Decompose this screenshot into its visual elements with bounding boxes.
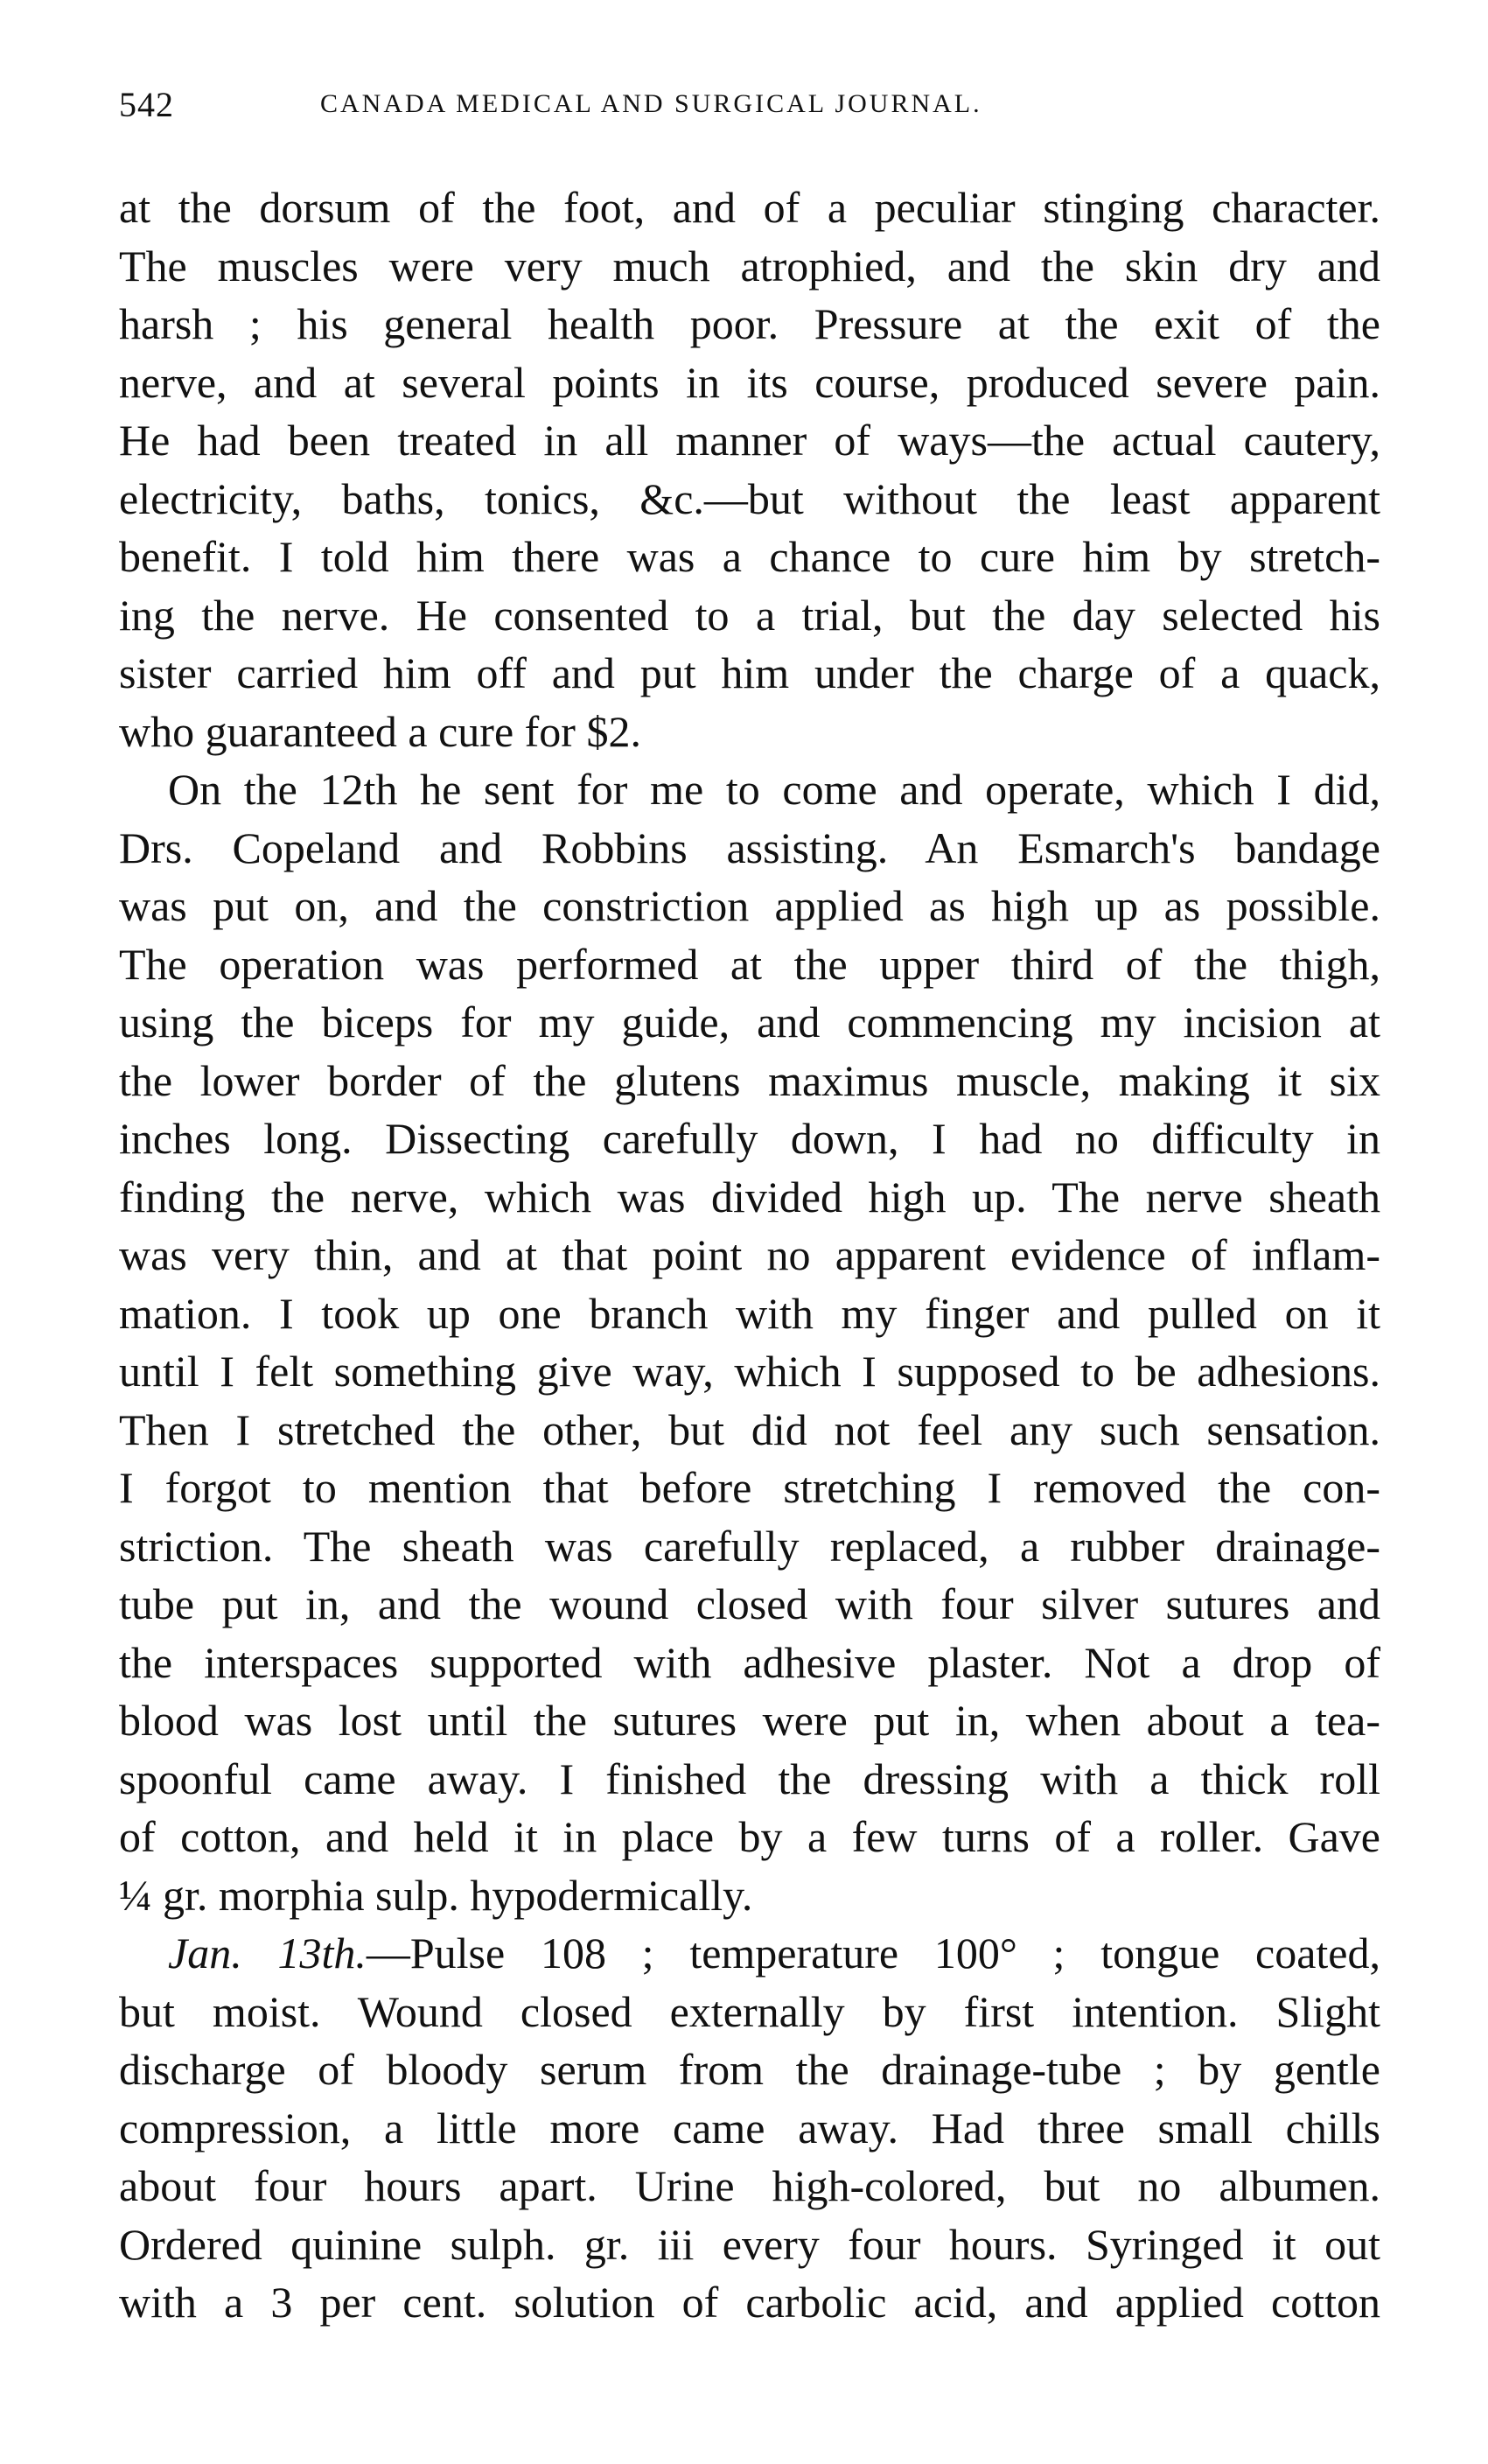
text-line: the lower border of the glutens maximus muscle, making it six: [119, 1055, 1380, 1105]
text-line: He had been treated in all manner of ways—the actual cautery,: [119, 416, 1380, 465]
text-line: compression, a little more came away. Had three small chills: [119, 2103, 1380, 2152]
text-line: benefit. I told him there was a chance to cure him by stretch-: [119, 532, 1380, 581]
text-line: spoonful came away. I finished the dressing with a thick roll: [119, 1754, 1380, 1803]
text-line: electricity, baths, tonics, &c.—but without the least apparent: [119, 473, 1380, 523]
text-line: discharge of bloody serum from the drainage-tube ; by gentle: [119, 2045, 1380, 2094]
text-line: was very thin, and at that point no apparent evidence of inflam-: [119, 1230, 1380, 1279]
running-head: [119, 84, 1380, 136]
text-line: The operation was performed at the upper third of the thigh,: [119, 939, 1380, 989]
text-line: Ordered quinine sulph. gr. iii every four hours. Syringed it out: [119, 2219, 1380, 2269]
text-line: ing the nerve. He consented to a trial, but the day selected his: [119, 590, 1380, 640]
dated-entry-text: —Pulse 108 ; temperature 100° ; tongue coated,: [366, 1928, 1380, 1978]
dateline: Jan. 13th.: [168, 1928, 367, 1978]
journal-title: CANADA MEDICAL AND SURGICAL JOURNAL.: [320, 89, 982, 118]
text-line: mation. I took up one branch with my finger and pulled on it: [119, 1288, 1380, 1338]
document-page: [119, 84, 1380, 2332]
text-line: I forgot to mention that before stretching I removed the con-: [119, 1463, 1380, 1512]
text-line: Then I stretched the other, but did not feel any such sensation.: [119, 1404, 1380, 1454]
page-number: 542: [119, 85, 174, 124]
text-line-dated: [119, 1924, 1380, 1983]
text-line: who guaranteed a cure for $2.: [119, 706, 641, 756]
text-line: The muscles were very much atrophied, and the skin dry and: [119, 241, 1380, 290]
text-line: until I felt something give way, which I supposed to be adhesions.: [119, 1347, 1380, 1396]
text-line: sister carried him off and put him under the charge of a quack,: [119, 648, 1380, 697]
text-line: using the biceps for my guide, and commencing my incision at: [119, 998, 1380, 1046]
text-line: Drs. Copeland and Robbins assisting. An Esmarch's bandage: [119, 822, 1380, 872]
text-line: inches long. Dissecting carefully down, I had no difficulty in: [119, 1114, 1380, 1163]
text-line: about four hours apart. Urine high-colored, but no albumen.: [119, 2161, 1380, 2210]
text-line: the interspaces supported with adhesive plaster. Not a drop of: [119, 1637, 1380, 1687]
text-line: harsh ; his general health poor. Pressure at the exit of the: [119, 299, 1380, 348]
text-line: was put on, and the constriction applied as high up as possible.: [119, 881, 1380, 930]
text-line: finding the nerve, which was divided high up. The nerve sheath: [119, 1172, 1380, 1222]
text-line: On the 12th he sent for me to come and operate, which I did,: [168, 765, 1380, 814]
text-line: at the dorsum of the foot, and of a peculiar stinging character.: [119, 183, 1380, 232]
text-line: ¼ gr. morphia sulp. hypodermically.: [119, 1870, 753, 1920]
text-line: but moist. Wound closed externally by first intention. Slight: [119, 1986, 1380, 2036]
text-line: nerve, and at several points in its course, produced severe pain.: [119, 357, 1380, 407]
body-text: [119, 178, 1380, 2332]
text-line: of cotton, and held it in place by a few turns of a roller. Gave: [119, 1812, 1380, 1861]
text-line: with a 3 per cent. solution of carbolic acid, and applied cotton: [119, 2278, 1380, 2327]
text-line: striction. The sheath was carefully replaced, a rubber drainage-: [119, 1521, 1380, 1571]
text-line: tube put in, and the wound closed with four silver sutures and: [119, 1579, 1380, 1628]
text-line: blood was lost until the sutures were put in, when about a tea-: [119, 1696, 1380, 1745]
